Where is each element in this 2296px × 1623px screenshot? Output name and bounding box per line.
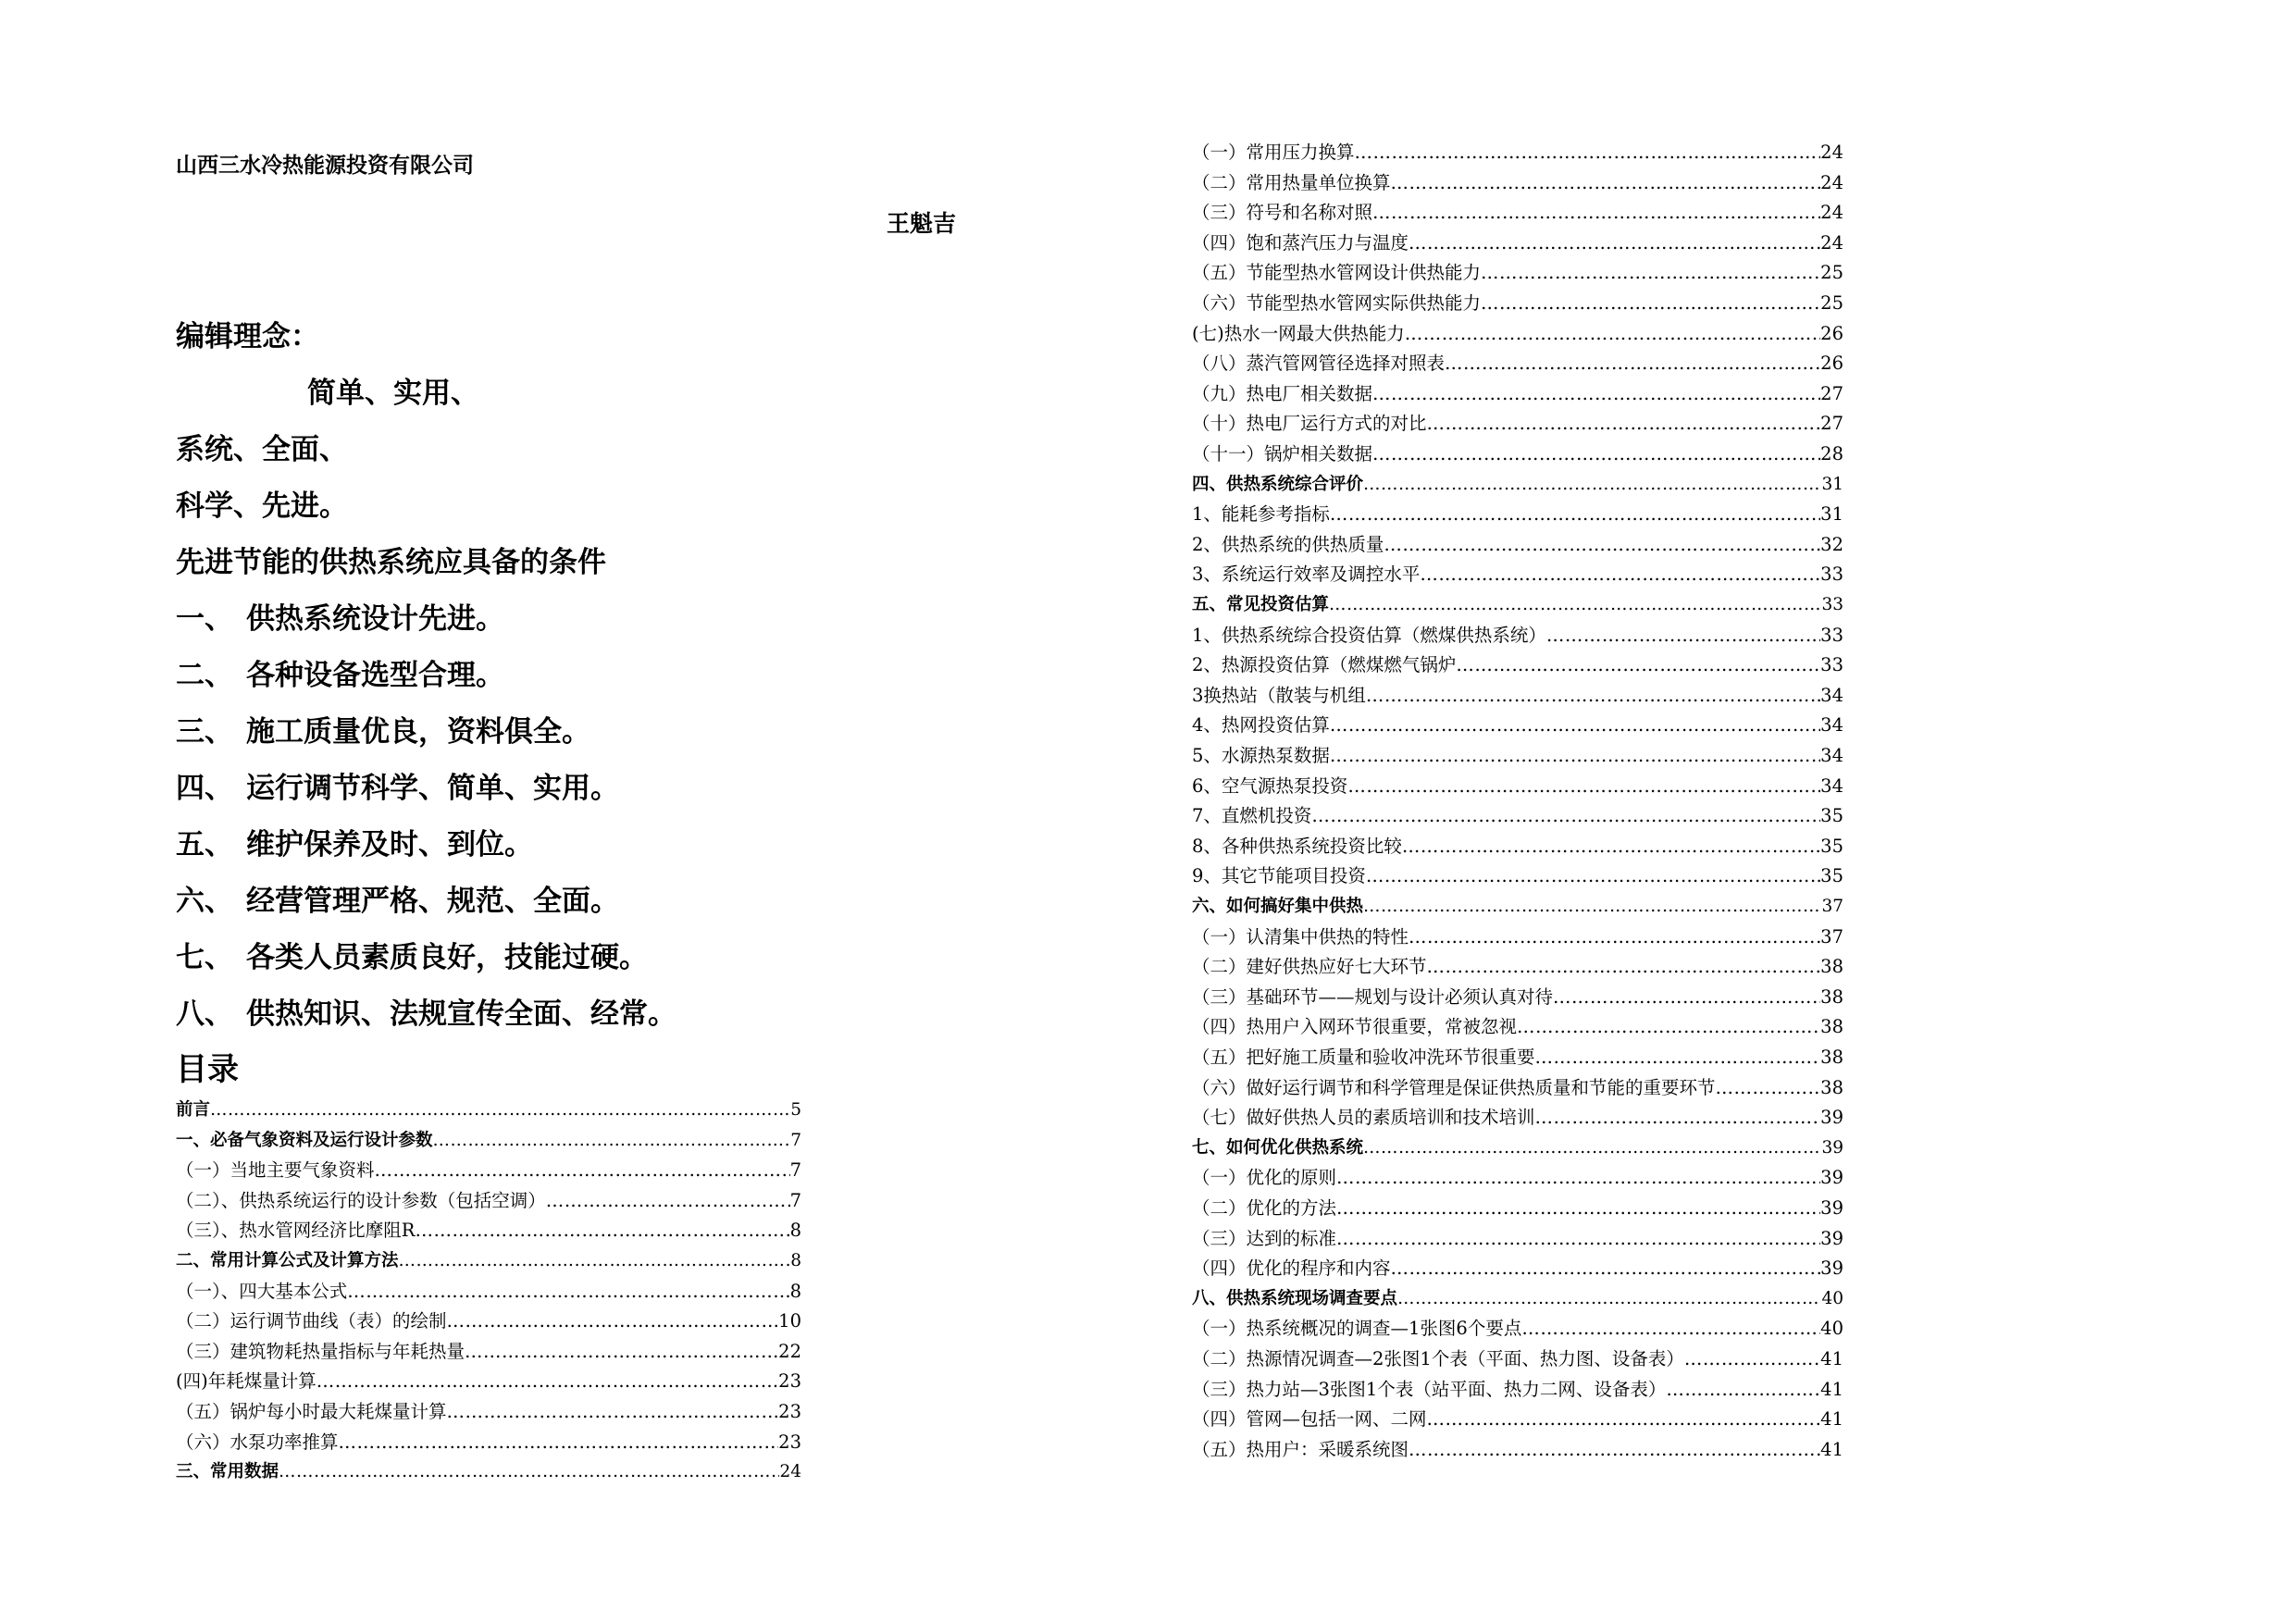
toc-leader-dots [1420,561,1820,588]
toc-leader-dots [1409,229,1820,257]
toc-page-number: 7 [790,1130,801,1150]
toc-leader-dots [1372,440,1820,468]
toc-leader-dots [1372,380,1820,408]
toc-leader-dots [1405,320,1820,348]
toc-entry-title: 1、能耗参考指标 [1192,503,1330,526]
toc-entry-title: 8、各种供热系统投资比较 [1192,835,1402,857]
toc-leader-dots [1553,984,1820,1011]
toc-entry[interactable] [1192,1376,1843,1404]
company-name: 山西三水冷热能源投资有限公司 [176,154,474,178]
toc-entry-title: （六）节能型热水管网实际供热能力 [1192,292,1482,314]
toc-entry-title: 9、其它节能项目投资 [1192,865,1366,887]
toc-entry-title: （六）水泵功率推算 [176,1431,339,1453]
toc-page-number: 27 [1820,382,1843,404]
toc-entry[interactable] [1192,1255,1843,1282]
toc-page-number: 41 [1820,1438,1843,1460]
toc-entry-title: （二）热源情况调查—2张图1个表（平面、热力图、设备表） [1192,1348,1684,1369]
toc-page-number: 8 [790,1251,801,1270]
toc-entry[interactable] [1192,531,1843,559]
toc-entry-title: （十一）锅炉相关数据 [1192,443,1373,465]
toc-entry[interactable] [1192,862,1843,890]
toc-entry[interactable] [1192,410,1843,438]
toc-leader-dots [1363,1134,1821,1162]
toc-entry[interactable] [1192,893,1843,921]
toc-entry[interactable] [176,1127,801,1155]
toc-page-number: 7 [789,1189,801,1211]
toc-page-number: 22 [778,1340,801,1362]
edit-concept-line: 科学、先进。 [176,489,348,523]
toc-page-number: 40 [1821,1288,1843,1308]
toc-leader-dots [1384,531,1820,559]
condition-number: 八、 [176,997,233,1031]
condition-number: 一、 [176,602,233,636]
toc-entry-title: 2、供热系统的供热质量 [1192,533,1384,555]
toc-entry-title: 一、必备气象资料及运行设计参数 [176,1130,433,1150]
toc-leader-dots [1336,1195,1820,1222]
toc-entry-title: 五、常见投资估算 [1192,595,1330,614]
toc-entry[interactable] [1192,682,1843,710]
condition-text: 维护保养及时、到位。 [246,828,533,861]
toc-leader-dots [1427,953,1821,981]
toc-entry-title: （四）饱和蒸汽压力与温度 [1192,231,1409,254]
toc-leader-dots [1481,290,1820,317]
toc-page-number: 25 [1820,262,1843,284]
toc-leader-dots [1397,1285,1821,1313]
toc-page-number: 23 [778,1401,801,1422]
condition-number: 七、 [176,941,233,974]
toc-leader-dots [415,1217,789,1245]
toc-entry-title: 3、系统运行效率及调控水平 [1192,564,1421,586]
condition-text: 各种设备选型合理。 [246,659,504,692]
toc-entry-title: 三、常用数据 [176,1462,279,1482]
toc-leader-dots [433,1127,791,1155]
edit-concept-line: 系统、全面、 [176,433,348,466]
toc-entry-title: （一）认清集中供热的特性 [1192,925,1409,948]
toc-entry[interactable] [1192,199,1843,227]
toc-entry-title: （四）优化的程序和内容 [1192,1258,1391,1280]
toc-leader-dots [1355,139,1821,167]
edit-concept-heading: 编辑理念： [176,320,319,353]
toc-leader-dots [1456,651,1820,679]
toc-leader-dots [1535,1044,1821,1072]
toc-page-number: 37 [1820,925,1843,948]
toc-entry-title: （七）做好供热人员的素质培训和技术培训 [1192,1107,1535,1129]
toc-entry[interactable] [1192,742,1843,770]
toc-entry-title: （五）节能型热水管网设计供热能力 [1192,262,1482,284]
toc-page-number: 34 [1820,774,1843,797]
toc-entry-title: （一）、四大基本公式 [176,1280,348,1302]
toc-entry[interactable] [1192,440,1843,468]
toc-leader-dots [1311,802,1820,830]
toc-leader-dots [1481,259,1820,287]
toc-leader-dots [1347,773,1820,800]
toc-entry-title: （五）热用户：采暖系统图 [1192,1438,1409,1460]
toc-entry[interactable] [1192,651,1843,679]
toc-page-number: 31 [1821,474,1843,494]
toc-page-number: 33 [1820,564,1843,586]
toc-entry[interactable] [176,1217,801,1245]
toc-entry[interactable] [1192,1164,1843,1192]
toc-entry[interactable] [1192,953,1843,981]
toc-entry[interactable] [176,1429,801,1456]
toc-leader-dots [447,1398,779,1426]
toc-entry-title: （三）、热水管网经济比摩阻R [176,1220,416,1242]
toc-entry-title: 前言 [176,1100,211,1120]
toc-entry[interactable] [1192,1074,1843,1102]
toc-leader-dots [1363,471,1821,499]
toc-entry[interactable] [1192,320,1843,348]
toc-entry[interactable] [1192,712,1843,739]
toc-entry-title: （三）基础环节——规划与设计必须认真对待 [1192,985,1554,1008]
toc-page-number: 8 [789,1220,801,1242]
toc-leader-dots [1409,1436,1820,1464]
toc-entry[interactable] [1192,1345,1843,1373]
toc-page-number: 10 [778,1310,801,1332]
toc-leader-dots [1391,1255,1821,1282]
toc-entry-title: 7、直燃机投资 [1192,805,1312,827]
toc-entry-title: （三）达到的标准 [1192,1227,1337,1249]
condition-text: 施工质量优良，资料俱全。 [246,715,590,749]
condition-item [176,821,533,862]
toc-leader-dots [1336,1225,1820,1253]
toc-page-number: 38 [1820,1016,1843,1038]
toc-entry-title: 1、供热系统综合投资估算（燃煤供热系统） [1192,624,1546,646]
toc-page-number: 33 [1820,654,1843,676]
condition-item [176,934,648,975]
toc-entry[interactable] [176,1247,801,1275]
toc-page-number: 25 [1820,292,1843,314]
condition-number: 二、 [176,659,233,692]
toc-leader-dots [1391,169,1821,197]
toc-leader-dots [1546,622,1820,650]
toc-title: 目录 [176,1051,239,1088]
condition-item [176,595,504,637]
toc-entry-title: (七)热水一网最大供热能力 [1192,322,1405,344]
toc-entry[interactable] [1192,290,1843,317]
toc-leader-dots [279,1458,779,1486]
toc-page-number: 38 [1820,956,1843,978]
toc-left-column [176,1096,801,1485]
toc-entry-title: （二）、供热系统运行的设计参数（包括空调） [176,1189,546,1211]
toc-page-number: 24 [779,1462,801,1482]
toc-page-number: 34 [1820,684,1843,706]
condition-item [176,990,676,1032]
toc-page-number: 34 [1820,714,1843,737]
toc-leader-dots [1402,833,1820,861]
toc-leader-dots [339,1429,779,1456]
toc-page-number: 39 [1820,1167,1843,1189]
toc-entry[interactable] [176,1338,801,1366]
toc-entry[interactable] [1192,591,1843,619]
author-name: 王魁吉 [887,210,957,237]
toc-leader-dots [1409,923,1820,951]
toc-leader-dots [347,1278,789,1306]
condition-item [176,764,619,806]
toc-entry[interactable] [1192,561,1843,588]
toc-entry-title: 3换热站（散装与机组 [1192,684,1366,706]
toc-leader-dots [1427,410,1821,438]
toc-leader-dots [375,1157,790,1184]
toc-entry-title: 八、供热系统现场调查要点 [1192,1288,1398,1308]
toc-leader-dots [1366,862,1820,890]
toc-page-number: 37 [1821,897,1843,916]
edit-concept-line: 简单、实用、 [307,377,479,410]
toc-leader-dots [1330,501,1820,528]
toc-entry[interactable] [1192,984,1843,1011]
toc-page-number: 38 [1820,985,1843,1008]
toc-entry-title: （一）当地主要气象资料 [176,1159,375,1182]
toc-page-number: 24 [1820,202,1843,224]
toc-entry[interactable] [1192,380,1843,408]
toc-page-number: 35 [1820,835,1843,857]
condition-text: 供热系统设计先进。 [246,602,504,636]
toc-page-number: 39 [1820,1227,1843,1249]
toc-entry[interactable] [1192,1104,1843,1132]
toc-entry-title: （六）做好运行调节和科学管理是保证供热质量和节能的重要环节 [1192,1076,1716,1098]
toc-entry[interactable] [176,1307,801,1335]
toc-entry[interactable] [1192,169,1843,197]
toc-entry-title: 四、供热系统综合评价 [1192,474,1364,494]
toc-page-number: 33 [1820,624,1843,646]
toc-entry-title: （一）热系统概况的调查—1张图6个要点 [1192,1318,1522,1340]
toc-page-number: 28 [1820,443,1843,465]
toc-leader-dots [399,1247,791,1275]
toc-leader-dots [1535,1104,1821,1132]
toc-entry[interactable] [1192,923,1843,951]
toc-leader-dots [1329,591,1821,619]
toc-leader-dots [1330,742,1820,770]
toc-entry[interactable] [1192,1285,1843,1313]
toc-entry[interactable] [1192,259,1843,287]
toc-entry[interactable] [1192,350,1843,378]
toc-entry[interactable] [1192,1013,1843,1041]
toc-entry[interactable] [1192,622,1843,650]
condition-item [176,877,619,919]
condition-text: 经营管理严格、规范、全面。 [246,885,619,918]
toc-entry[interactable] [1192,1044,1843,1072]
toc-entry[interactable] [176,1398,801,1426]
toc-leader-dots [1336,1164,1820,1192]
toc-entry-title: （二）常用热量单位换算 [1192,171,1391,193]
toc-page-number: 24 [1820,231,1843,254]
toc-page-number: 39 [1820,1107,1843,1129]
toc-page-number: 35 [1820,865,1843,887]
toc-entry-title: 七、如何优化供热系统 [1192,1137,1364,1158]
toc-entry-title: （二）建好供热应好七大环节 [1192,956,1427,978]
toc-page-number: 8 [789,1280,801,1302]
toc-entry-title: （三）建筑物耗热量指标与年耗热量 [176,1340,465,1362]
toc-page-number: 24 [1820,171,1843,193]
condition-number: 五、 [176,828,233,861]
toc-page-number: 23 [778,1370,801,1393]
toc-page-number: 26 [1820,353,1843,375]
toc-entry[interactable] [176,1157,801,1184]
toc-entry[interactable] [176,1278,801,1306]
toc-page-number: 5 [790,1100,801,1120]
toc-right-column [1192,139,1843,1481]
toc-page-number: 26 [1820,322,1843,344]
toc-page-number: 32 [1820,533,1843,555]
condition-item [176,651,504,693]
toc-page-number: 33 [1821,595,1843,614]
toc-page-number: 40 [1820,1318,1843,1340]
toc-entry[interactable] [1192,802,1843,830]
toc-entry[interactable] [1192,501,1843,528]
toc-page-number: 7 [789,1159,801,1182]
toc-page-number: 23 [778,1431,801,1453]
toc-entry-title: （四）热用户入网环节很重要，常被忽视 [1192,1016,1518,1038]
toc-leader-dots [1372,199,1820,227]
condition-text: 各类人员素质良好，技能过硬。 [246,941,648,974]
toc-page-number: 41 [1820,1408,1843,1431]
toc-entry-title: 5、水源热泵数据 [1192,745,1330,766]
toc-entry[interactable] [1192,1436,1843,1464]
toc-entry[interactable] [1192,229,1843,257]
toc-entry-title: 六、如何搞好集中供热 [1192,897,1364,916]
toc-entry-title: （五）锅炉每小时最大耗煤量计算 [176,1401,447,1422]
toc-leader-dots [210,1096,790,1124]
toc-entry-title: （三）热力站—3张图1个表（站平面、热力二网、设备表） [1192,1378,1667,1400]
toc-leader-dots [1517,1013,1820,1041]
toc-page-number: 34 [1820,745,1843,766]
condition-number: 六、 [176,885,233,918]
toc-entry[interactable] [1192,833,1843,861]
toc-entry-title: （四）管网—包括一网、二网 [1192,1408,1427,1431]
toc-leader-dots [1366,682,1820,710]
toc-entry-title: 二、常用计算公式及计算方法 [176,1251,399,1270]
toc-entry[interactable] [1192,1195,1843,1222]
toc-leader-dots [1427,1406,1821,1433]
toc-entry[interactable] [176,1368,801,1395]
toc-page-number: 39 [1820,1197,1843,1219]
toc-entry-title: （二）优化的方法 [1192,1197,1337,1219]
toc-page-number: 39 [1820,1258,1843,1280]
toc-entry-title: （一）优化的原则 [1192,1167,1337,1189]
toc-page-number: 41 [1820,1348,1843,1369]
toc-page-number: 31 [1820,503,1843,526]
toc-entry[interactable] [1192,1225,1843,1253]
toc-entry[interactable] [1192,1315,1843,1343]
toc-page-number: 41 [1820,1378,1843,1400]
toc-page-number: 38 [1820,1076,1843,1098]
toc-page-number: 39 [1821,1137,1843,1158]
toc-entry-title: （九）热电厂相关数据 [1192,382,1373,404]
toc-leader-dots [546,1187,790,1215]
toc-entry[interactable] [176,1458,801,1486]
toc-leader-dots [1716,1074,1821,1102]
toc-entry[interactable] [1192,1406,1843,1433]
toc-entry-title: (四)年耗煤量计算 [176,1370,316,1393]
toc-leader-dots [1684,1345,1820,1373]
toc-entry-title: （三）符号和名称对照 [1192,202,1373,224]
toc-entry[interactable] [176,1187,801,1215]
toc-leader-dots [465,1338,778,1366]
toc-page-number: 35 [1820,805,1843,827]
toc-leader-dots [1445,350,1820,378]
toc-leader-dots [1363,893,1821,921]
toc-leader-dots [316,1368,778,1395]
toc-entry[interactable] [1192,471,1843,499]
toc-page-number: 27 [1820,413,1843,435]
toc-entry-title: 4、热网投资估算 [1192,714,1330,737]
condition-number: 四、 [176,772,233,805]
toc-leader-dots [1521,1315,1820,1343]
toc-page-number: 24 [1820,142,1843,163]
conditions-heading: 先进节能的供热系统应具备的条件 [176,546,606,579]
toc-leader-dots [1666,1376,1820,1404]
toc-entry-title: 2、热源投资估算（燃煤燃气锅炉 [1192,654,1457,676]
condition-item [176,708,590,750]
toc-entry[interactable] [1192,773,1843,800]
toc-entry[interactable] [1192,139,1843,167]
toc-entry-title: （一）常用压力换算 [1192,142,1355,163]
condition-text: 供热知识、法规宣传全面、经常。 [246,997,676,1031]
toc-leader-dots [1330,712,1820,739]
toc-page-number: 38 [1820,1047,1843,1068]
toc-leader-dots [447,1307,779,1335]
toc-entry-title: （五）把好施工质量和验收冲洗环节很重要 [1192,1047,1535,1068]
toc-entry-title: （八）蒸汽管网管径选择对照表 [1192,353,1446,375]
toc-entry[interactable] [1192,1134,1843,1162]
toc-entry-title: （十）热电厂运行方式的对比 [1192,413,1427,435]
condition-text: 运行调节科学、简单、实用。 [246,772,619,805]
condition-number: 三、 [176,715,233,749]
toc-entry[interactable] [176,1096,801,1124]
toc-entry-title: 6、空气源热泵投资 [1192,774,1348,797]
toc-entry-title: （二）运行调节曲线（表）的绘制 [176,1310,447,1332]
